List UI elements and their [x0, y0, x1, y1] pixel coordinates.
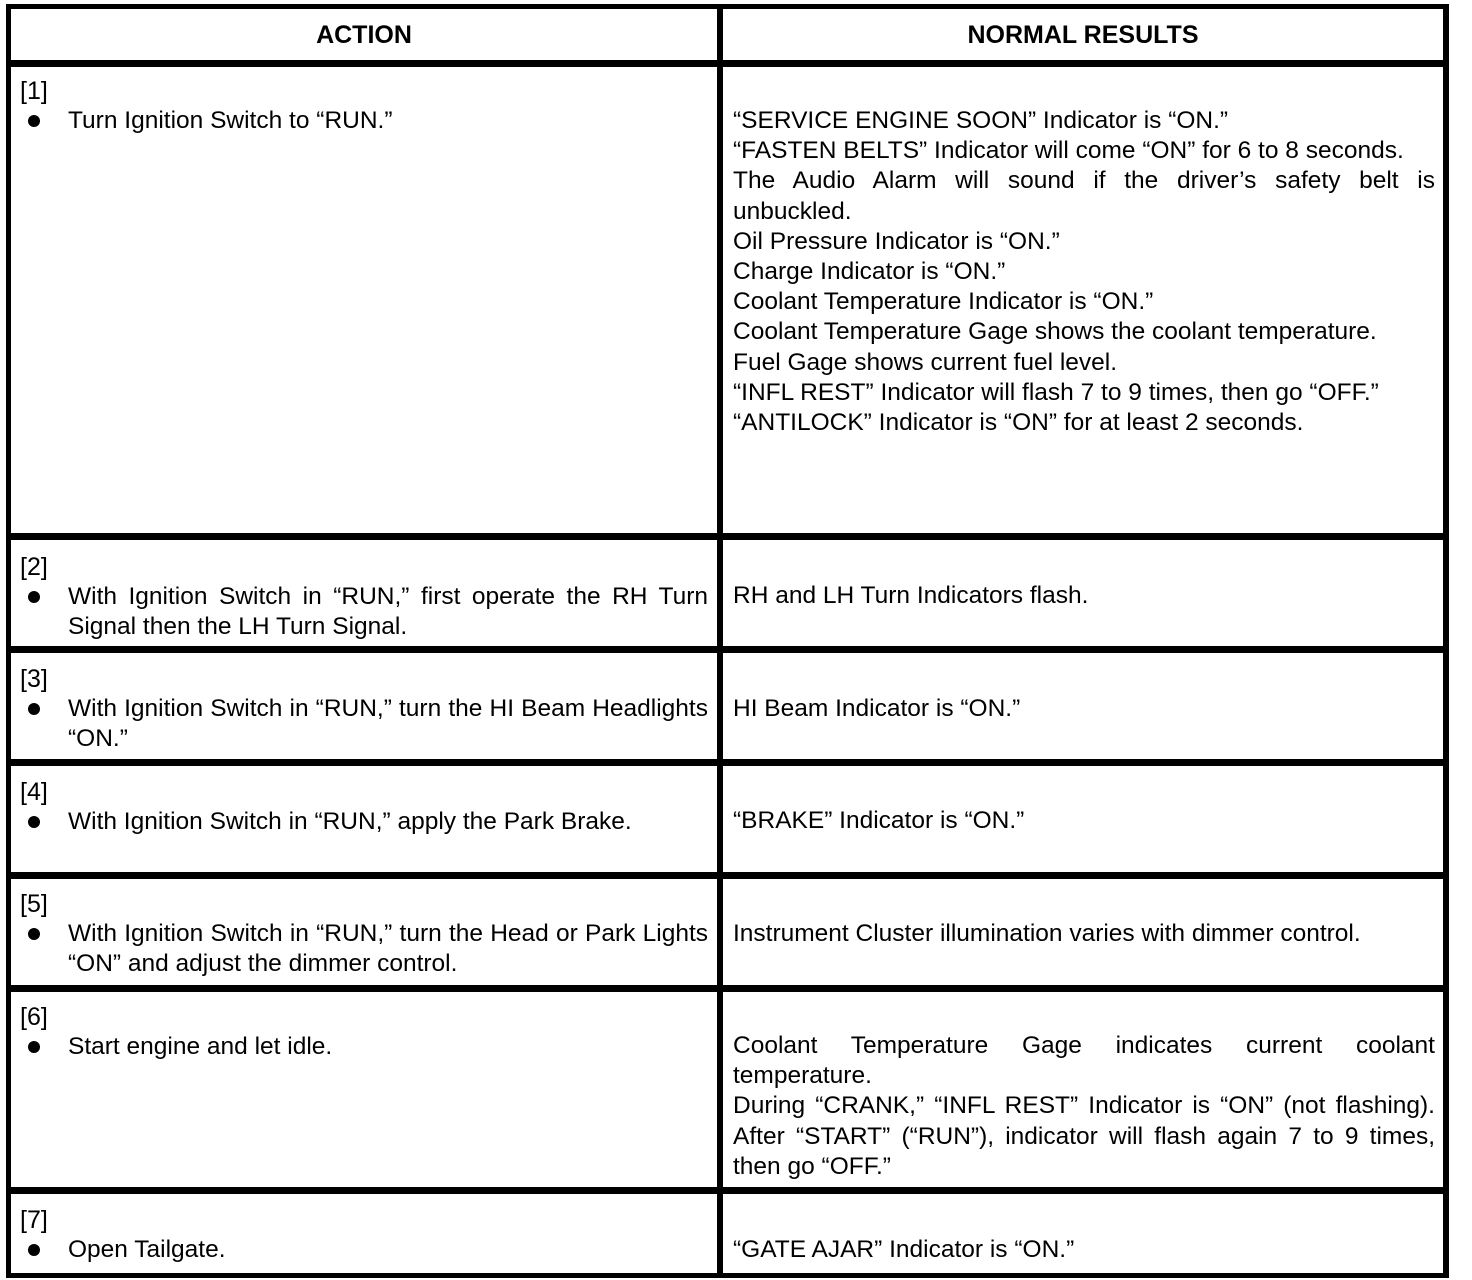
action-text: With Ignition Switch in “RUN,” turn the Head or Park Lights “ON” and adjust the dimmer control.: [68, 920, 708, 978]
row-divider: [6, 646, 1449, 653]
results-text: [733, 694, 1435, 724]
action-text: Open Tailgate.: [68, 1236, 226, 1263]
result-line: Coolant Temperature Gage shows the coolant temperature.: [733, 318, 1377, 346]
bullet-icon: [28, 816, 40, 828]
results-text: [733, 1031, 1435, 1182]
column-divider: [717, 4, 723, 1278]
table-border-top: [6, 4, 1449, 9]
bullet-icon: [28, 1041, 40, 1053]
results-text: [733, 581, 1435, 611]
action-text: With Ignition Switch in “RUN,” turn the HI Beam Headlights “ON.”: [68, 695, 708, 753]
table-border-bottom: [6, 1273, 1449, 1278]
table-border-left: [6, 4, 11, 1278]
step-number: [2]: [20, 553, 48, 581]
row-divider: [6, 1187, 1449, 1194]
header-normal-results: NORMAL RESULTS: [967, 21, 1199, 49]
result-line: “INFL REST” Indicator will flash 7 to 9 times, then go “OFF.”: [733, 378, 1379, 406]
result-line: Charge Indicator is “ON.”: [733, 258, 1006, 286]
result-line: Fuel Gage shows current fuel level.: [733, 348, 1118, 376]
results-text: [733, 106, 1435, 438]
action-text: Start engine and let idle.: [68, 1033, 333, 1060]
step-number: [6]: [20, 1003, 48, 1031]
result-line: “GATE AJAR” Indicator is “ON.”: [733, 1236, 1075, 1263]
bullet-icon: [28, 1244, 40, 1256]
result-line: Instrument Cluster illumination varies with dimmer control.: [733, 920, 1361, 947]
row-divider: [6, 60, 1449, 67]
step-number: [1]: [20, 77, 48, 105]
result-line: “FASTEN BELTS” Indicator will come “ON” for 6 to 8 seconds.: [733, 137, 1404, 165]
action-text: With Ignition Switch in “RUN,” first operate the RH Turn Signal then the LH Turn Signal.: [68, 583, 708, 641]
result-line: During “CRANK,” “INFL REST” Indicator is “ON” (not flashing). After “START” (“RUN”), indicator will flash again 7 to 9 times, then go “OFF.”: [733, 1092, 1435, 1180]
bullet-icon: [28, 115, 40, 127]
row-divider: [6, 872, 1449, 879]
results-text: [733, 1235, 1435, 1265]
result-line: Coolant Temperature Gage indicates current coolant temperature.: [733, 1032, 1435, 1090]
step-number: [7]: [20, 1206, 48, 1234]
action-text: Turn Ignition Switch to “RUN.”: [68, 107, 393, 134]
step-number: [4]: [20, 778, 48, 806]
result-line: “ANTILOCK” Indicator is “ON” for at least 2 seconds.: [733, 409, 1304, 437]
result-line: “BRAKE” Indicator is “ON.”: [733, 807, 1025, 834]
action-text: With Ignition Switch in “RUN,” apply the Park Brake.: [68, 808, 632, 835]
step-number: [3]: [20, 665, 48, 693]
bullet-icon: [28, 703, 40, 715]
result-line: The Audio Alarm will sound if the driver’s safety belt is unbuckled.: [733, 167, 1435, 225]
bullet-icon: [28, 591, 40, 603]
result-line: RH and LH Turn Indicators flash.: [733, 582, 1089, 609]
result-line: Coolant Temperature Indicator is “ON.”: [733, 288, 1154, 316]
row-divider: [6, 985, 1449, 992]
table-border-right: [1443, 4, 1449, 1278]
row-divider: [6, 533, 1449, 540]
header-action: ACTION: [316, 21, 412, 49]
result-line: HI Beam Indicator is “ON.”: [733, 695, 1021, 722]
result-line: “SERVICE ENGINE SOON” Indicator is “ON.”: [733, 107, 1229, 134]
results-text: [733, 919, 1435, 949]
bullet-icon: [28, 928, 40, 940]
results-text: [733, 806, 1435, 836]
result-line: Oil Pressure Indicator is “ON.”: [733, 227, 1060, 255]
row-divider: [6, 759, 1449, 766]
step-number: [5]: [20, 890, 48, 918]
